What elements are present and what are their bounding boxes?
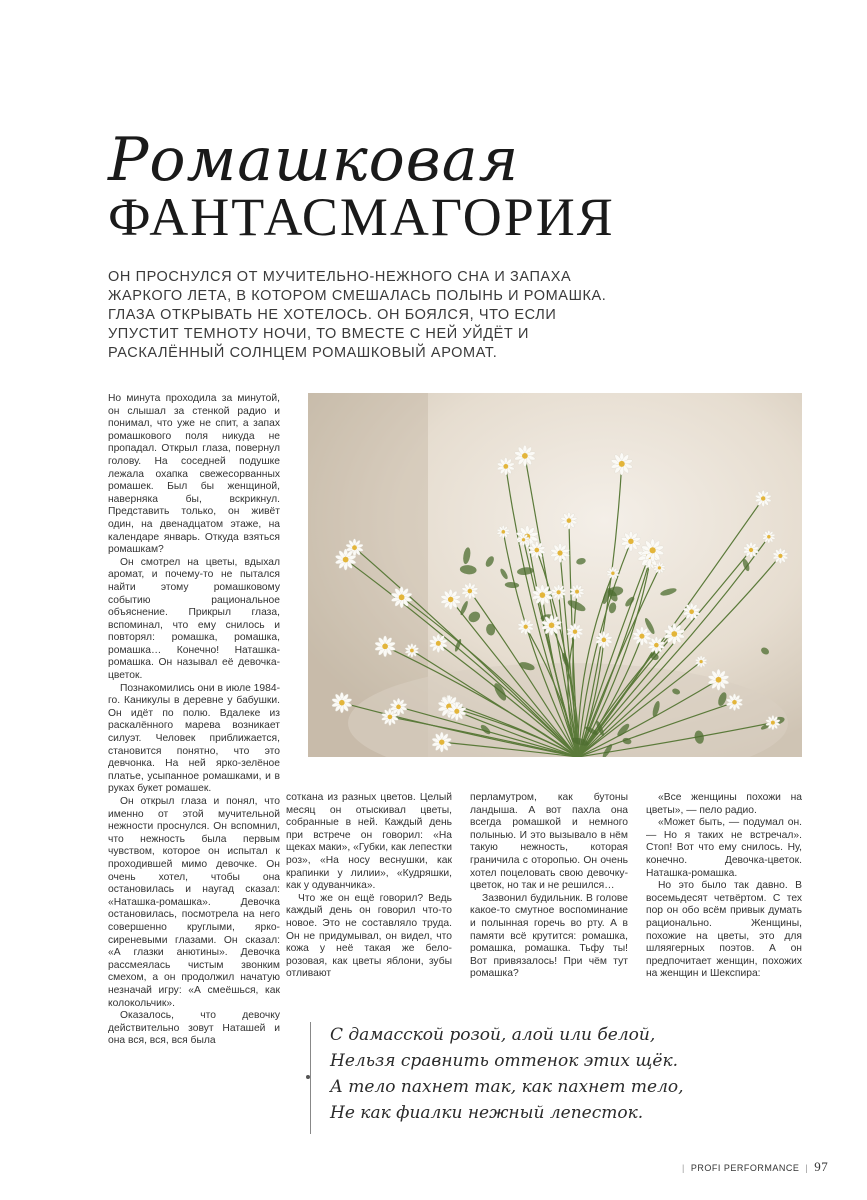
poem-line-3: А тело пахнет так, как пахнет тело,: [330, 1077, 684, 1097]
article-column-1: [108, 393, 280, 1048]
article-column-3: [470, 792, 628, 981]
paragraph: Познакомились они в июле 1984-го. Каникулы в деревне у бабушки. Он идёт по полю. Вдалеке из раскалённого марева возникает силуэт. Человек приближается, становится понятно, что это девчонка. На ней ярко-зелёное платье, усыпанное ромашками, и в руках букет ромашек.: [108, 682, 280, 795]
poem-line-2: Нельзя сравнить оттенок этих щёк.: [330, 1051, 678, 1071]
article-column-4: [646, 792, 802, 981]
paragraph: Но это было так давно. В восемьдесят четвёртом. С тех пор он обо всём привык думать рационально. Женщины, похожие на цветы, это для шляягерных поэтов. А он предпочитает женщин, похожих на женщин и Шекспира:: [646, 880, 802, 980]
footer-separator: |: [682, 1163, 685, 1173]
magazine-name: PROFI PERFORMANCE: [690, 1163, 800, 1173]
lead-paragraph: ОН ПРОСНУЛСЯ ОТ МУЧИТЕЛЬНО-НЕЖНОГО СНА И ЗАПАХА ЖАРКОГО ЛЕТА, В КОТОРОМ СМЕШАЛАСЬ ПОЛЫНЬ И РОМАШКА. ГЛАЗА ОТКРЫВАТЬ НЕ ХОТЕЛОСЬ. ОН БОЯЛСЯ, ЧТО ЕСЛИ УПУСТИТ ТЕМНОТУ НОЧИ, ТО ВМЕСТЕ С НЕЙ УЙДЁТ И РАСКАЛЁННЫЙ СОЛНЦЕМ РОМАШКОВЫЙ АРОМАТ.: [108, 269, 607, 361]
paragraph: «Все женщины похожи на цветы», — пело радио.: [646, 792, 802, 816]
paragraph: Что же он ещё говорил? Ведь каждый день он говорил что-то новое. Это не составляло труда. Он не придумывал, он видел, что кожа у неё такая же бело-розовая, как цветы яблони, зубы отливают: [286, 892, 452, 980]
footer-separator: |: [805, 1163, 809, 1173]
poem-line-1: С дамасской розой, алой или белой,: [330, 1025, 656, 1045]
chamomile-bouquet-illustration: [308, 393, 802, 757]
poem-line-4: Не как фиалки нежный лепесток.: [330, 1103, 644, 1123]
paragraph: «Может быть, — подумал он. — Но я таких не встречал». Стоп! Вот что ему снилось. Ну, конечно. Девочка-цветок. Наташка-ромашка.: [646, 817, 802, 879]
paragraph: Зазвонил будильник. В голове какое-то смутное воспоминание и полынная горечь во рту. А в памяти всё крутится: ромашка, ромашка, ромашка. Тьфу ты! Вот привязалось! При чём тут ромашка?: [470, 892, 628, 980]
quote-rule: [310, 1022, 311, 1134]
page-footer: [676, 1158, 836, 1176]
paragraph: Но минута проходила за минутой, он слышал за стенкой радио и понимал, что уже не спит, а запах ромашкового поля никуда не пропадал. Открыл глаза, повернул голову. На соседней подушке лежала охапка свежесорванных ромашек. Был бы женщиной, наверняка бы, вскрикнул. Представить только, он живёт один, на двенадцатом этаже, на календаре январь. Откуда взяться ромашкам?: [108, 393, 280, 556]
page-number: 97: [814, 1159, 829, 1174]
paragraph: Оказалось, что девочку действительно зовут Наташей и она вся, вся, вся была: [108, 1010, 280, 1047]
poem-quote: [330, 1022, 780, 1126]
paragraph: Он смотрел на цветы, вдыхал аромат, и почему-то не пытался найти этому ромашковому событию рациональное объяснение. Прикрыл глаза, вспоминал, что ему снилось и повторял: ромашка, ромашка, ромашка… Конечно! Наташка-ромашка. Он называл её девочка-цветок.: [108, 556, 280, 682]
title-script: Ромашковая: [108, 125, 520, 195]
paragraph: соткана из разных цветов. Целый месяц он отыскивал цветы, собранные в ней. Каждый день при встрече он говорил: «На щеках маки», «Губки, как лепестки роз», «На носу веснушки, как крапинки у лилии», «Кудряшки, как у одуванчика».: [286, 792, 452, 892]
chamomile-photo: [308, 393, 802, 757]
quote-dot: [306, 1075, 310, 1079]
title-caps: ФАНТАСМАГОРИЯ: [108, 187, 615, 247]
article-column-2: [286, 792, 452, 981]
paragraph: перламутром, как бутоны ландыша. А вот пахла она всегда ромашкой и немного полынью. И это вызывало в нём такую нежность, которая граничила с оторопью. Он очень хотел поцеловать свою девочку-цветок, но так и не решился…: [470, 792, 628, 892]
paragraph: Он открыл глаза и понял, что именно от этой мучительной нежности проснулся. Он вспомнил, что нежность была первым чувством, которое он испытал к проходившей мимо девочке. Он очень хотел, чтобы она остановилась и наугад сказал: «Наташка-ромашка». Девочка остановилась, посмотрела на него совершенно круглыми, ярко-сиреневыми глазами. Он сказал: «А глазки анютины». Девочка рассмеялась чистым звонким смехом, а он продолжил начатую незначай игру: «А смеёшься, как колокольчик».: [108, 796, 280, 1009]
